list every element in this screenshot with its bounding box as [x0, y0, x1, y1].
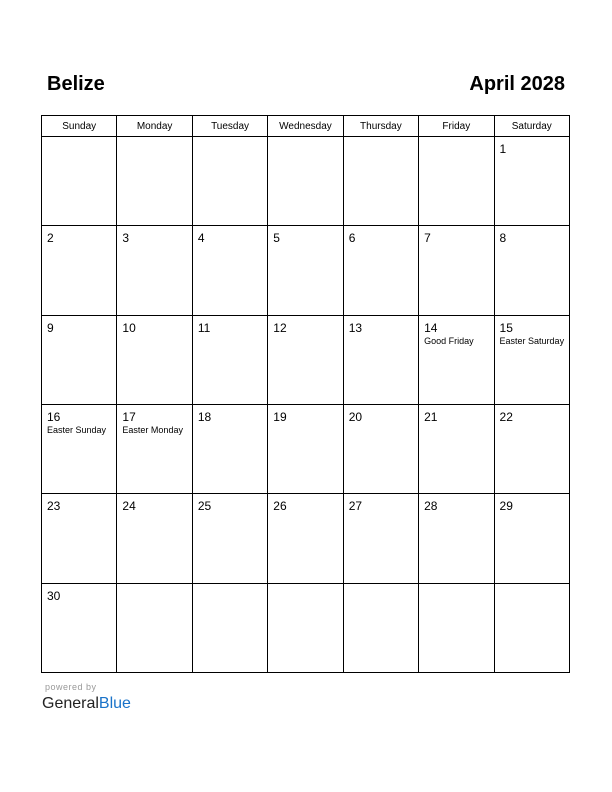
day-cell [192, 404, 267, 493]
holiday-label: Good Friday [424, 335, 474, 346]
weekday-header: Wednesday [268, 116, 343, 137]
day-number: 23 [47, 499, 61, 514]
day-cell [494, 404, 569, 493]
day-cell [192, 494, 267, 583]
day-cell [343, 494, 418, 583]
day-cell [117, 137, 192, 226]
day-number: 8 [499, 231, 507, 246]
day-number: 9 [47, 320, 54, 335]
holiday-label: Easter Sunday [47, 424, 107, 435]
day-number [193, 137, 267, 142]
day-number [268, 584, 342, 589]
day-cell [268, 404, 343, 493]
day-number: 12 [273, 320, 287, 335]
holiday-label: Easter Monday [122, 424, 183, 435]
day-cell [268, 226, 343, 315]
weekday-header: Saturday [494, 116, 569, 137]
day-number: 3 [122, 231, 130, 246]
day-cell [268, 137, 343, 226]
calendar-grid [41, 115, 570, 673]
powered-by-text: powered by [45, 682, 97, 692]
day-cell [42, 494, 117, 583]
day-number: 13 [348, 320, 363, 335]
day-cell [343, 137, 418, 226]
day-number: 11 [197, 320, 211, 335]
day-number [117, 137, 191, 142]
day-cell [419, 404, 494, 493]
day-number: 4 [197, 231, 205, 246]
country-title: Belize [47, 73, 105, 95]
day-number: 28 [424, 499, 438, 514]
day-cell [419, 315, 494, 404]
day-number: 21 [424, 409, 438, 424]
day-cell [343, 404, 418, 493]
day-number [344, 584, 418, 589]
day-cell [343, 226, 418, 315]
week-row [42, 583, 570, 672]
day-number: 29 [499, 499, 513, 514]
day-number: 18 [197, 409, 212, 424]
generalblue-logo[interactable] [42, 694, 131, 714]
day-cell [268, 583, 343, 672]
week-row [42, 494, 570, 583]
month-year-title: April 2028 [469, 73, 565, 95]
day-cell [494, 494, 569, 583]
day-number: 20 [348, 409, 363, 424]
day-cell [192, 137, 267, 226]
day-number: 25 [197, 499, 212, 514]
day-cell [343, 315, 418, 404]
day-number: 30 [47, 588, 61, 603]
day-cell [117, 494, 192, 583]
day-cell [419, 494, 494, 583]
day-cell [192, 315, 267, 404]
day-number [42, 137, 116, 142]
day-number: 27 [348, 499, 363, 514]
day-cell [494, 226, 569, 315]
day-number [193, 584, 267, 589]
day-cell [42, 404, 117, 493]
day-cell [117, 404, 192, 493]
day-cell [419, 137, 494, 226]
day-cell [117, 226, 192, 315]
day-cell [192, 226, 267, 315]
day-number: 2 [47, 231, 54, 246]
day-cell [343, 583, 418, 672]
day-cell [192, 583, 267, 672]
day-cell [494, 137, 569, 226]
holiday-label: Easter Saturday [499, 335, 565, 346]
day-cell [268, 494, 343, 583]
day-number: 17 [122, 409, 136, 424]
day-cell [42, 315, 117, 404]
week-row [42, 404, 570, 493]
day-cell [42, 137, 117, 226]
week-row [42, 137, 570, 226]
day-cell [419, 583, 494, 672]
weekday-header: Monday [117, 116, 192, 137]
day-cell [494, 315, 569, 404]
day-number: 24 [122, 499, 136, 514]
brand-general-text: General [42, 695, 99, 712]
day-number: 1 [499, 142, 507, 156]
day-cell [42, 226, 117, 315]
day-cell [494, 583, 569, 672]
weekday-header: Friday [419, 116, 494, 137]
weekday-header-row [42, 116, 570, 137]
brand-blue-text: Blue [98, 695, 131, 712]
day-number [117, 584, 191, 589]
day-cell [419, 226, 494, 315]
week-row [42, 315, 570, 404]
day-number: 7 [424, 231, 431, 246]
day-number: 14 [424, 320, 438, 335]
day-number: 10 [122, 320, 136, 335]
day-number: 16 [47, 409, 61, 424]
week-row [42, 226, 570, 315]
weekday-header: Tuesday [192, 116, 267, 137]
day-number [344, 137, 418, 142]
day-cell [268, 315, 343, 404]
day-number [495, 584, 569, 589]
day-cell [42, 583, 117, 672]
day-number: 26 [273, 499, 287, 514]
day-cell [117, 315, 192, 404]
weekday-header: Thursday [343, 116, 418, 137]
day-number: 5 [273, 231, 280, 246]
day-number: 6 [348, 231, 356, 246]
weekday-header: Sunday [42, 116, 117, 137]
day-number: 19 [273, 409, 287, 424]
day-number: 15 [499, 320, 513, 335]
day-number [268, 137, 342, 142]
day-number [419, 584, 493, 589]
day-number [419, 137, 493, 142]
day-number: 22 [499, 409, 513, 424]
day-cell [117, 583, 192, 672]
